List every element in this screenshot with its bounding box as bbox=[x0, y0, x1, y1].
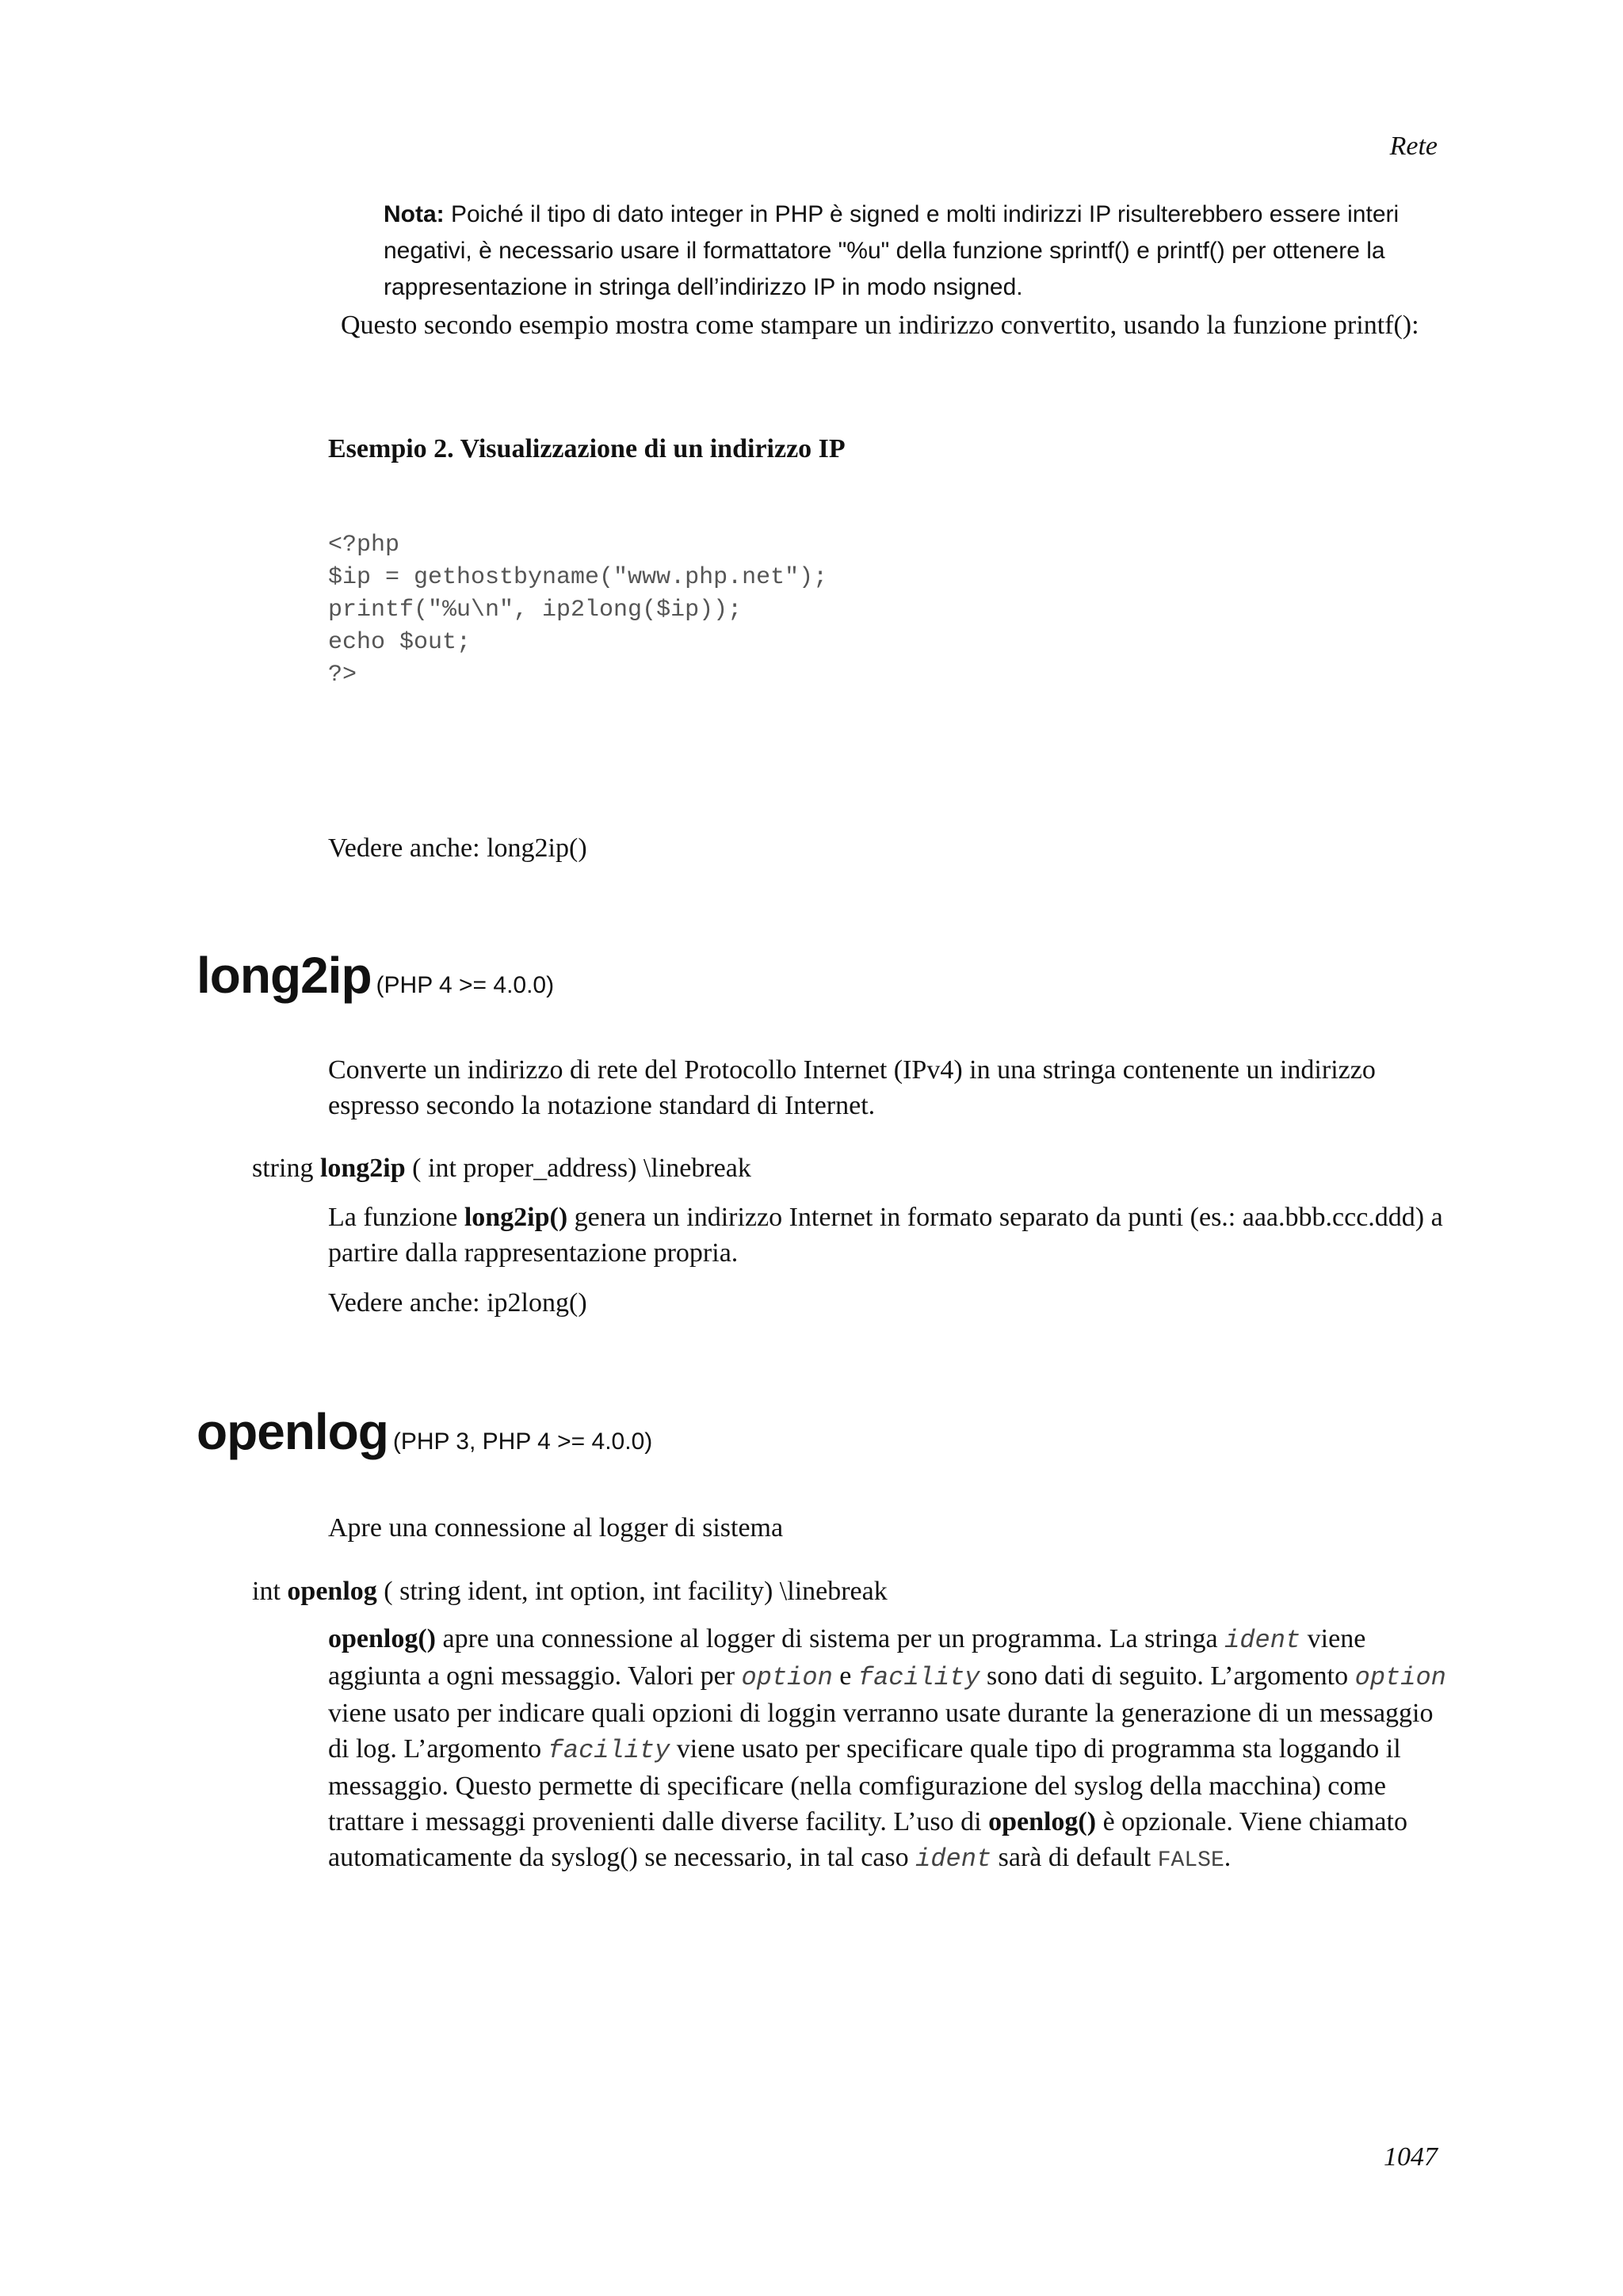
para-text: genera un indirizzo Internet in formato separato da punti (es.: aaa.bbb.ccc.ddd) a partire dalla rappresentazione propria. bbox=[328, 1203, 1443, 1268]
parameter-ref: option bbox=[1354, 1663, 1446, 1692]
para-text: viene usato per indicare quali opzioni di loggin verranno usate durante la generazione di un messaggio di log. L’argomento bbox=[328, 1699, 1434, 1764]
para-text: apre una connessione al logger di sistema per un programma. La stringa bbox=[436, 1624, 1225, 1653]
para-text: sarà di default bbox=[991, 1843, 1158, 1872]
code-example: <?php $ip = gethostbyname("www.php.net"); printf("%u\n", ip2long($ip)); echo $out; ?> bbox=[328, 532, 828, 688]
function-ref: openlog() bbox=[328, 1624, 436, 1653]
return-type: string bbox=[252, 1154, 320, 1183]
function-name: openlog bbox=[197, 1403, 388, 1460]
para-text: . bbox=[1224, 1843, 1232, 1872]
synopsis-args: ( int proper_address) \linebreak bbox=[405, 1154, 751, 1183]
function-heading-long2ip bbox=[197, 946, 554, 1005]
function-description: Apre una connessione al logger di sistema bbox=[328, 1513, 784, 1543]
return-type: int bbox=[252, 1577, 288, 1606]
parameter-ref: ident bbox=[915, 1844, 992, 1874]
function-synopsis bbox=[252, 1573, 888, 1609]
function-version: (PHP 4 >= 4.0.0) bbox=[376, 972, 555, 998]
page-number: 1047 bbox=[1384, 2142, 1438, 2172]
para-text: viene usato per specificare quale tipo di programma sta loggando il messaggio. Questo permette di specificare (nella comfigurazione del syslog della macchina) come trattare i messaggi provenienti dalle diverse facility. L’uso di bbox=[328, 1734, 1401, 1836]
synopsis-function: openlog bbox=[287, 1577, 377, 1606]
see-also-ip2long: Vedere anche: ip2long() bbox=[328, 1288, 587, 1318]
intro-paragraph: Questo secondo esempio mostra come stampare un indirizzo convertito, usando la funzione printf(): bbox=[341, 311, 1419, 340]
function-description: Converte un indirizzo di rete del Protocollo Internet (IPv4) in una stringa contenente un indirizzo espresso secondo la notazione standard di Internet. bbox=[328, 1055, 1376, 1120]
example-title: Esempio 2. Visualizzazione di un indirizzo IP bbox=[328, 434, 846, 463]
note-label: Nota: bbox=[384, 201, 445, 227]
note-box bbox=[384, 196, 1445, 306]
synopsis-args: ( string ident, int option, int facility) \linebreak bbox=[376, 1577, 888, 1606]
para-text: La funzione bbox=[328, 1203, 464, 1232]
function-name: long2ip bbox=[197, 947, 372, 1004]
see-also-long2ip: Vedere anche: long2ip() bbox=[328, 833, 587, 863]
parameter-ref: facility bbox=[548, 1736, 670, 1765]
running-head: Rete bbox=[1389, 132, 1438, 161]
parameter-ref: option bbox=[741, 1663, 833, 1692]
function-version: (PHP 3, PHP 4 >= 4.0.0) bbox=[392, 1428, 653, 1455]
constant-ref: FALSE bbox=[1157, 1848, 1224, 1873]
note-text: Poiché il tipo di dato integer in PHP è signed e molti indirizzi IP risulterebbero essere interi negativi, è necessario usare il formattatore "%u" della funzione sprintf() e printf() per ottenere la rappresentazione in stringa dell’indirizzo IP in modo nsigned. bbox=[384, 201, 1400, 300]
function-paragraph bbox=[328, 1621, 1453, 1878]
para-text: è opzionale. Viene chiamato automaticamente da syslog() se necessario, in tal caso bbox=[328, 1807, 1407, 1872]
para-text: sono dati di seguito. L’argomento bbox=[980, 1661, 1355, 1691]
function-synopsis bbox=[252, 1150, 751, 1186]
parameter-ref: facility bbox=[857, 1663, 980, 1692]
synopsis-function: long2ip bbox=[319, 1154, 406, 1183]
function-paragraph bbox=[328, 1199, 1453, 1271]
function-ref: long2ip() bbox=[464, 1203, 568, 1232]
para-text: e bbox=[832, 1661, 858, 1691]
function-heading-openlog bbox=[197, 1402, 652, 1461]
function-ref: openlog() bbox=[988, 1807, 1097, 1836]
parameter-ref: ident bbox=[1224, 1626, 1301, 1655]
para-text: viene aggiunta a ogni messaggio. Valori per bbox=[328, 1624, 1366, 1691]
